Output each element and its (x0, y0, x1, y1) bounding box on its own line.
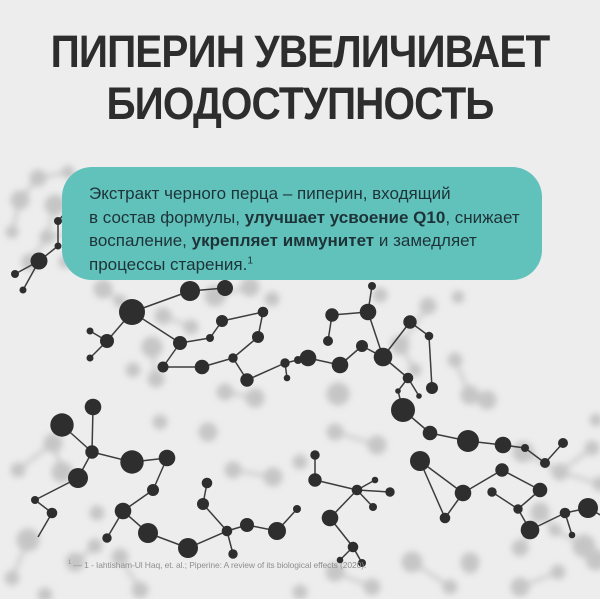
footnote-superscript: 1 (68, 560, 72, 567)
info-card (62, 167, 542, 280)
page-title (30, 26, 570, 130)
footnote-text: — 1 - Iahtisham-Ul Haq, et. al.; Piperine: A review of its biological effects (2020). (71, 560, 367, 570)
page-title-line-1: ПИПЕРИН УВЕЛИЧИВАЕТ (50, 26, 550, 77)
page-title-line-2: БИОДОСТУПНОСТЬ (106, 78, 494, 129)
info-card-text: Экстракт черного перца – пиперин, входящий в состав формулы, улучшает усвоение Q10, снижает воспаление, укрепляет иммунитет и замедляет процессы старения.$^1$ (89, 184, 520, 274)
footnote (68, 559, 366, 571)
